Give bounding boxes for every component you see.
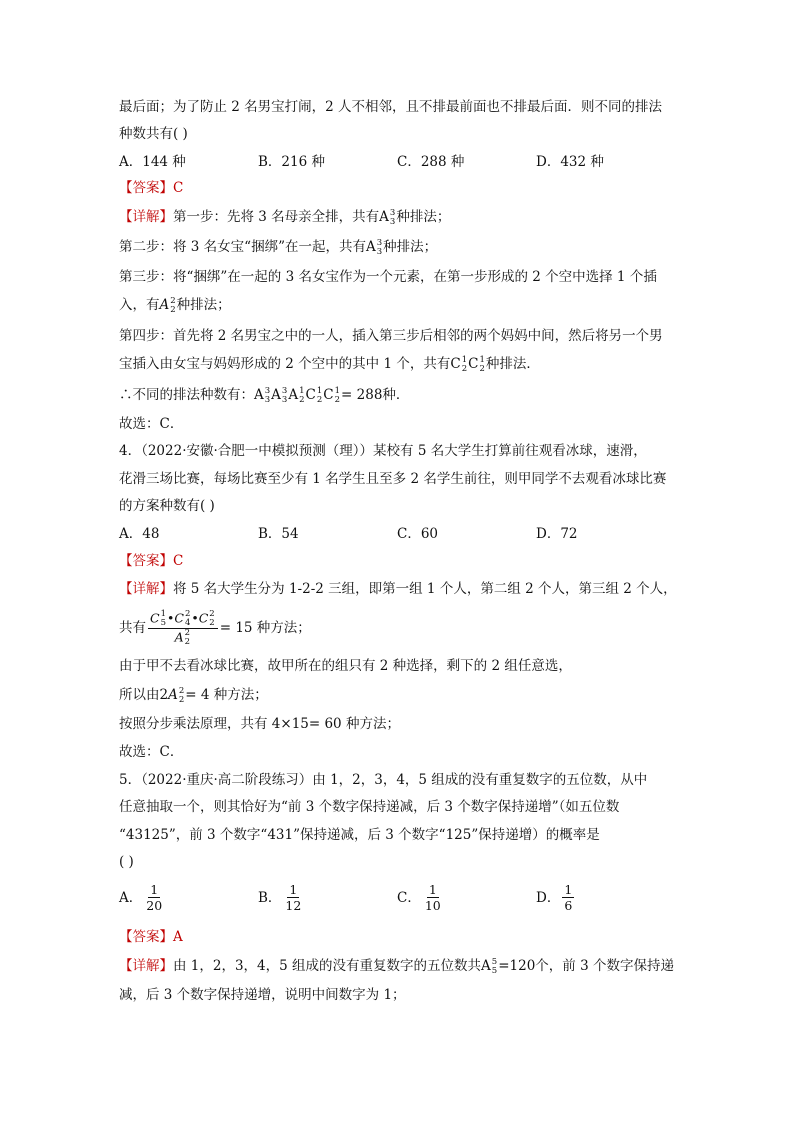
q5-option-d: [536, 882, 576, 913]
q3-text-line-2: 种数共有( ): [119, 126, 188, 142]
answer-value: A: [173, 929, 183, 945]
detail-text: 由 1，2，3，4，5 组成的没有重复数字的五位数共: [173, 958, 482, 974]
formula-2A22: 2A 2 2: [159, 685, 185, 705]
q5-text-line-2: 任意抽取一个，则其恰好为“前 3 个数字保持递减，后 3 个数字保持递增”（如五位数: [119, 799, 620, 815]
detail-label: 【详解】: [119, 958, 173, 974]
option-label: C．: [397, 889, 421, 906]
q3-option-a: A．144 种: [119, 154, 186, 170]
q5-text-line-4: ( ): [119, 854, 134, 870]
q3-answer: [119, 178, 183, 198]
q5-text-line-1: 5．（2022·重庆·高二阶段练习）由 1，2，3，4，5 组成的没有重复数字的五位数，从中: [119, 772, 648, 788]
fraction-denominator: 20: [146, 898, 163, 913]
q3-option-d: D．432 种: [536, 154, 604, 170]
option-label: B．: [258, 889, 282, 906]
detail-text: 所以由: [119, 687, 160, 703]
q5-option-c: [397, 882, 445, 913]
detail-label: 【详解】: [119, 209, 173, 225]
q4-detail-1: [119, 579, 677, 599]
q4-text-line-3: 的方案种数有( ): [119, 498, 215, 514]
q3-choose: 故选：C．: [119, 416, 184, 432]
q4-detail-5: 按照分步乘法原理，共有 4×15= 60 种方法；: [119, 716, 400, 732]
detail-text: =120个，前 3 个数字保持递: [498, 958, 674, 974]
formula-A55: A 5 5: [481, 956, 498, 976]
fraction-denominator: 6: [564, 898, 573, 913]
q3-step-2: [119, 237, 437, 257]
fraction-denominator: 10: [424, 898, 441, 913]
q3-step-4a: 第四步：首先将 2 名男宝之中的一人，插入第三步后相邻的两个妈妈中间，然后将另一个男: [119, 328, 663, 344]
answer-label: 【答案】: [119, 553, 173, 569]
answer-label: 【答案】: [119, 180, 173, 196]
q5-detail-2: 减，后 3 个数字保持递增，说明中间数字为 1；: [119, 987, 406, 1003]
q3-text-line-1: 最后面；为了防止 2 名男宝打闹，2 人不相邻，且不排最前面也不排最后面．则不同的排法: [119, 99, 663, 115]
fraction-numerator: 1: [428, 882, 437, 897]
fraction-numerator: 1: [150, 882, 159, 897]
detail-text: 将 5 名大学生分为 1-2-2 三组，即第一组 1 个人，第二组 2 个人，第三组 2 个人，: [173, 581, 677, 597]
step-text: 第二步：将 3 名女宝“捆绑”在一起，共有: [119, 239, 366, 255]
formula-A22: A 2 2: [159, 295, 176, 315]
option-label: A．: [119, 889, 143, 906]
q4-option-b: B．54: [258, 526, 299, 542]
q3-option-b: B．216 种: [258, 154, 325, 170]
q3-step-4b: [119, 354, 540, 374]
step-text: 种排法．: [485, 356, 540, 372]
total-text: ∴不同的排法种数有：: [119, 387, 254, 403]
step-text: 第一步：先将 3 名母亲全排，共有: [173, 209, 380, 225]
fraction-numerator: 1: [564, 882, 573, 897]
formula-A33: A 3 3: [365, 237, 383, 257]
answer-value: C: [173, 553, 184, 569]
detail-label: 【详解】: [119, 581, 173, 597]
option-fraction: [283, 882, 303, 913]
q4-answer: [119, 551, 183, 571]
q3-total: [119, 385, 409, 405]
option-fraction: [423, 882, 443, 913]
q5-detail-1: [119, 956, 674, 976]
step-text: 入，有: [119, 297, 160, 313]
q5-option-b: [258, 882, 305, 913]
q3-step-1: [119, 207, 450, 227]
q4-text-line-2: 花滑三场比赛，每场比赛至少有 1 名学生且至多 2 名学生前往，则甲同学不去观看冰球比赛: [119, 471, 667, 487]
answer-label: 【答案】: [119, 929, 173, 945]
detail-text: = 4 种方法；: [185, 687, 268, 703]
total-text: = 288种．: [341, 387, 410, 403]
q4-detail-3: 由于甲不去看冰球比赛，故甲所在的组只有 2 种选择，剩下的 2 组任意选，: [119, 658, 572, 674]
step-text: 种排法；: [383, 239, 438, 255]
q4-option-a: A．48: [119, 526, 160, 542]
q4-detail-4: [119, 685, 268, 705]
fraction-numerator: 1: [289, 882, 298, 897]
formula-product: A 3 3 A 3 3 A 1 2 C 1 2 C 1 2: [254, 385, 341, 405]
q4-option-d: D．72: [536, 526, 578, 542]
answer-value: C: [173, 180, 184, 196]
step-text: 宝插入由女宝与妈妈形成的 2 个空中的其中 1 个，共有: [119, 356, 451, 372]
q3-step-3b: [119, 295, 231, 315]
q4-choose: 故选：C．: [119, 744, 184, 760]
step-text: 种排法；: [176, 297, 231, 313]
formula-fraction: C 1 5 •C 2 4 •C 2 2 A 2 2: [148, 610, 218, 647]
detail-text: 共有: [119, 620, 146, 636]
q4-option-c: C．60: [397, 526, 439, 542]
formula-C12C12: C 1 2 C 1 2: [450, 354, 485, 374]
formula-A33: A 3 3: [379, 207, 396, 227]
q3-step-3a: 第三步：将“捆绑”在一起的 3 名女宝作为一个元素，在第一步形成的 2 个空中选择 1 个插: [119, 269, 657, 285]
q5-text-line-3: “43125”，前 3 个数字“431”保持递减，后 3 个数字“125”保持递增）的概率是: [119, 827, 600, 843]
q5-option-a: [119, 882, 166, 913]
detail-text: = 15 种方法；: [219, 620, 311, 636]
option-fraction: [144, 882, 164, 913]
q4-detail-2: [119, 610, 311, 647]
q5-answer: [119, 927, 183, 947]
option-label: D．: [536, 889, 561, 906]
q3-option-c: C．288 种: [397, 154, 465, 170]
step-text: 种排法；: [396, 209, 451, 225]
fraction-denominator: 12: [285, 898, 302, 913]
option-fraction: [562, 882, 574, 913]
q4-text-line-1: 4．（2022·安徽·合肥一中模拟预测（理））某校有 5 名大学生打算前往观看冰球，速滑，: [119, 443, 647, 459]
